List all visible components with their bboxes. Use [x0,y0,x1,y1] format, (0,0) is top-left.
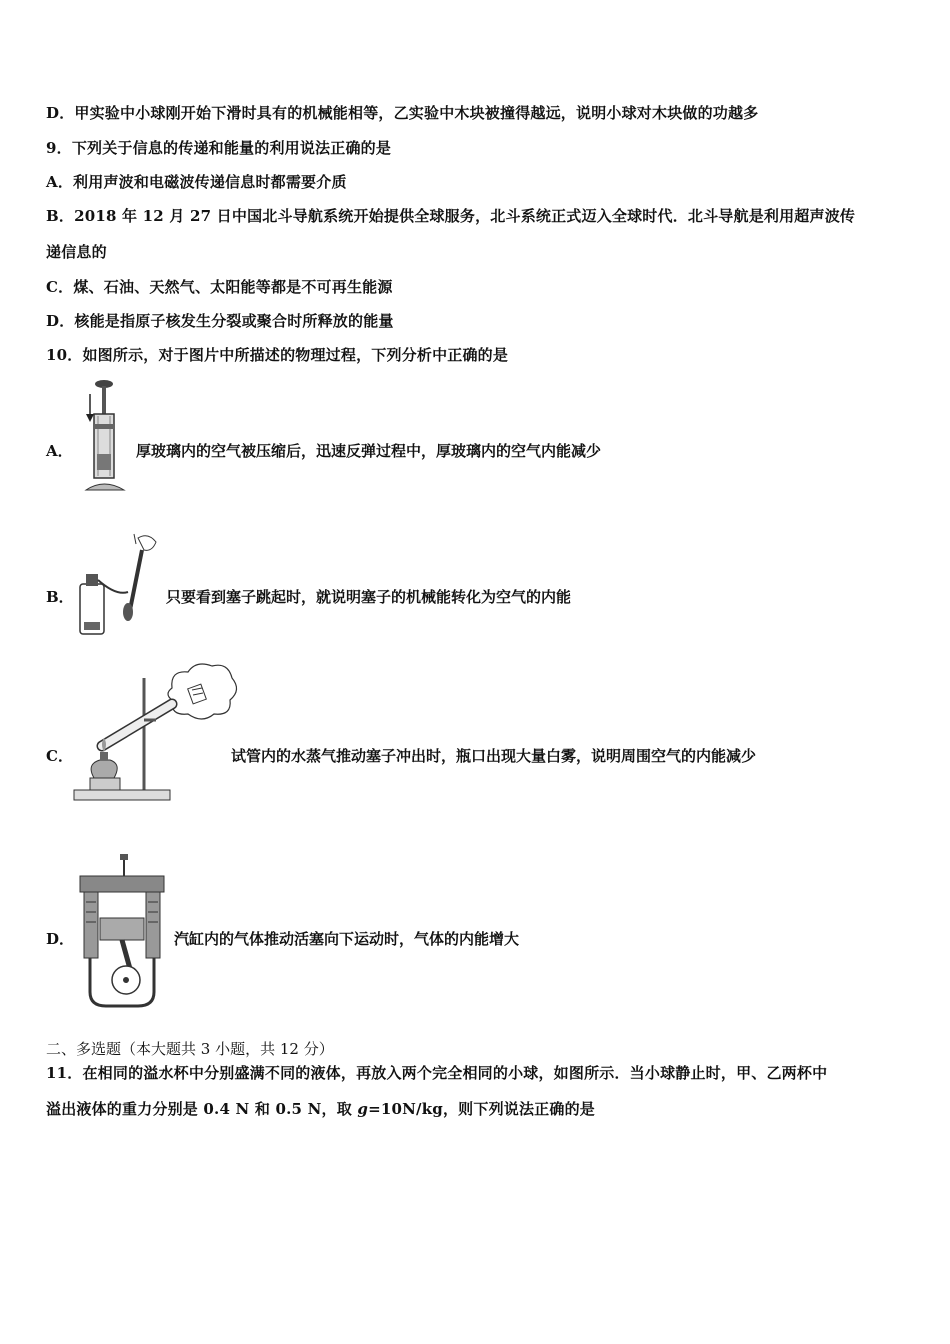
q10-option-d-letter: D． [46,930,75,948]
q9-option-b-line1: B．2018 年 12 月 27 日中国北斗导航系统开始提供全球服务，北斗系统正式迈入全球时代．北斗导航是利用超声波传 [46,207,856,225]
q10-option-b-text: 只要看到塞子跳起时，就说明塞子的机械能转化为空气的内能 [166,588,572,606]
q8-option-d: D．甲实验中小球刚开始下滑时具有的机械能相等，乙实验中木块被撞得越远，说明小球对木块做的功越多 [46,104,759,122]
q10-option-a-letter: A． [46,442,73,460]
q9-stem: 9．下列关于信息的传递和能量的利用说法正确的是 [46,139,392,157]
engine-cylinder-figure [76,852,168,1010]
bottle-pump-figure [76,530,166,638]
q10-option-a-text: 厚玻璃内的空气被压缩后，迅速反弹过程中，厚玻璃内的空气内能减少 [136,442,602,460]
test-tube-steam-figure [72,660,242,810]
q9-option-c: C．煤、石油、天然气、太阳能等都是不可再生能源 [46,278,393,296]
q10-option-d-text: 汽缸内的气体推动活塞向下运动时，气体的内能增大 [174,930,520,948]
q10-option-b-letter: B． [46,588,74,606]
q11-stem-line2 [46,1098,595,1119]
q9-option-a: A．利用声波和电磁波传递信息时都需要介质 [46,173,347,191]
q9-option-b-line2: 递信息的 [46,243,107,261]
compression-cylinder-figure [84,378,134,493]
q10-option-c-text: 试管内的水蒸气推动塞子冲出时，瓶口出现大量白雾，说明周围空气的内能减少 [231,747,757,765]
q9-option-d: D．核能是指原子核发生分裂或聚合时所释放的能量 [46,312,394,330]
q11-stem-line2-part2: =10N/kg，则下列说法正确的是 [368,1100,595,1118]
section2-heading: 二、多选题（本大题共 3 小题，共 12 分） [46,1040,334,1058]
q11-gravity-symbol: g [357,1100,369,1118]
q11-stem-line2-part1: 溢出液体的重力分别是 0.4 N 和 0.5 N，取 [46,1100,358,1118]
q10-option-c-letter: C． [46,747,73,765]
q10-stem: 10．如图所示，对于图片中所描述的物理过程，下列分析中正确的是 [46,346,509,364]
q11-stem-line1: 11．在相同的溢水杯中分别盛满不同的液体，再放入两个完全相同的小球，如图所示．当小球静止时，甲、乙两杯中 [46,1064,828,1082]
